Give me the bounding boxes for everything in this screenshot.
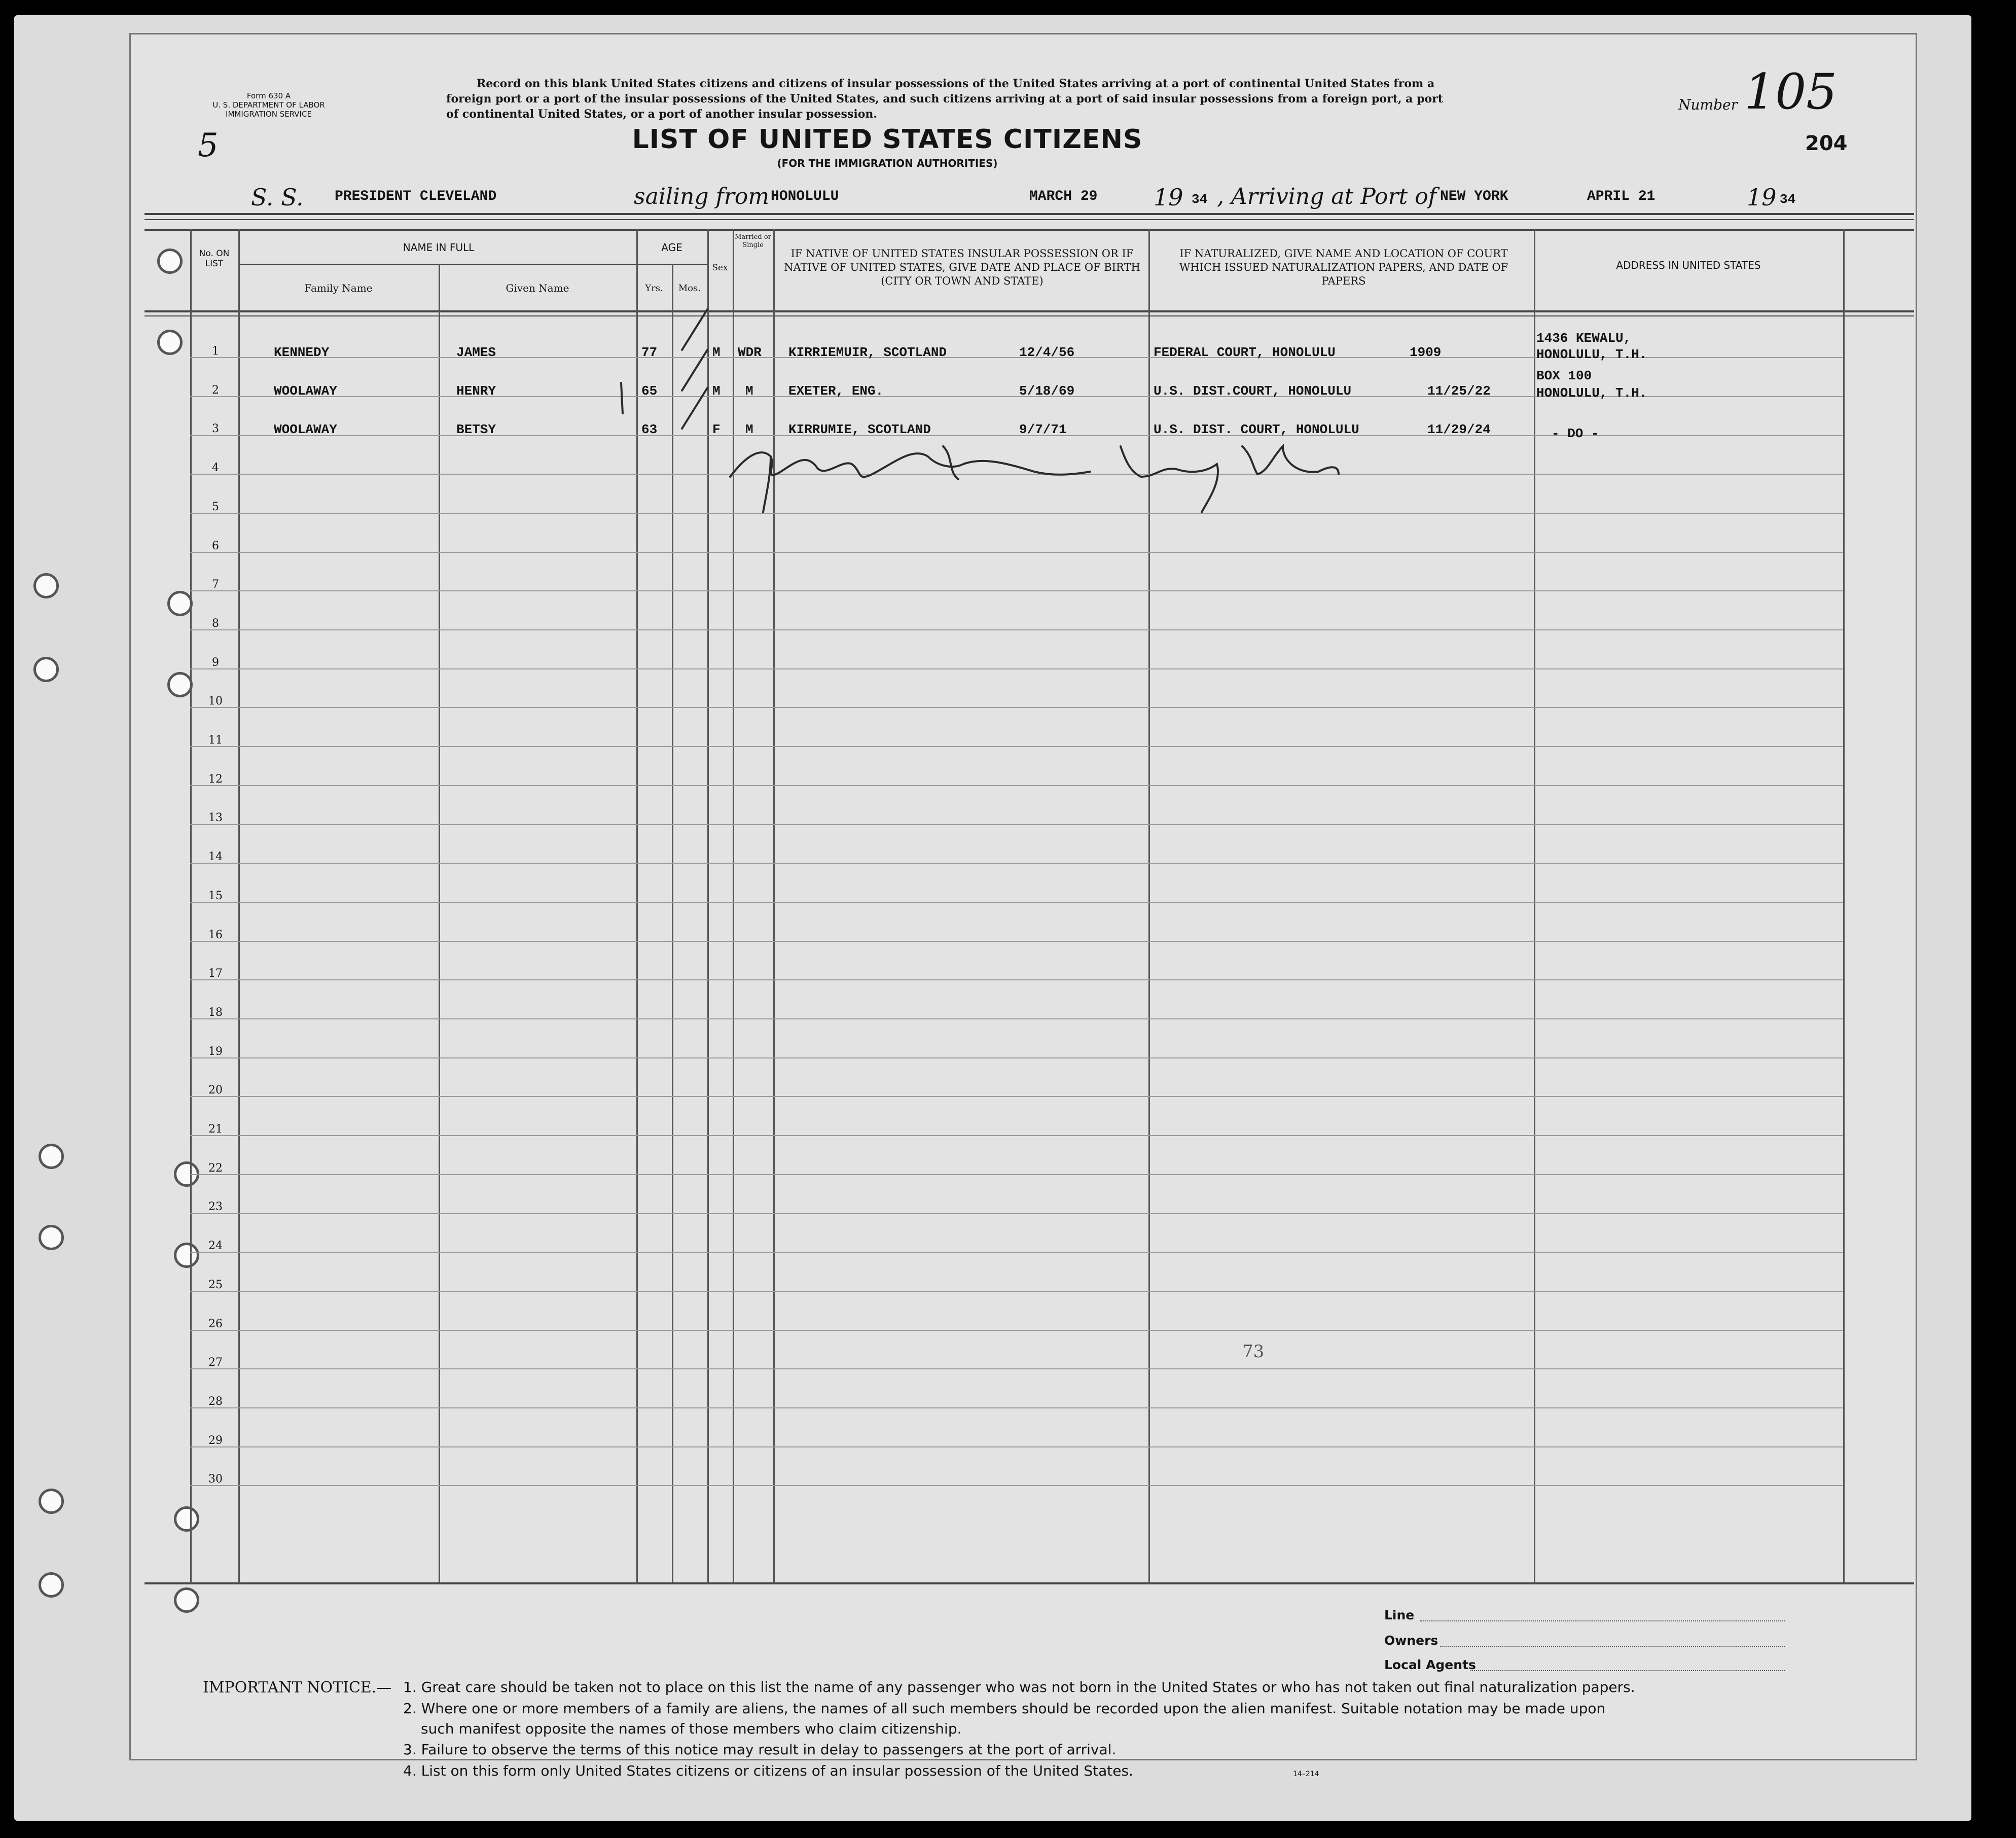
page-number: 204: [1805, 132, 1848, 155]
ss-label: S. S.: [251, 184, 304, 211]
entry-marital: M: [745, 422, 753, 437]
entry-birthdate: 12/4/56: [1019, 345, 1075, 360]
arriving-label: , Arriving at Port of: [1217, 184, 1436, 209]
entry-given-name: HENRY: [456, 383, 496, 399]
row-number: 11: [208, 734, 223, 747]
entry-marital: WDR: [738, 345, 762, 360]
header-naturalized: IF NATURALIZED, GIVE NAME AND LOCATION OF COURT WHICH ISSUED NATURALIZATION PAPERS, AND DATE OF PAPERS: [1179, 248, 1508, 287]
header-given-name: Given Name: [506, 282, 569, 294]
entry-birthdate: 9/7/71: [1019, 422, 1067, 437]
form-id-department: U. S. DEPARTMENT OF LABOR: [212, 100, 325, 110]
notice-item-1: 1. Great care should be taken not to place on this list the name of any passenger who was not born in the United States or who has not taken out final naturalization papers.: [403, 1679, 1635, 1695]
entry-birthplace: EXETER, ENG.: [788, 383, 884, 399]
entry-court: U.S. DIST.COURT, HONOLULU: [1154, 383, 1352, 399]
entry-address-line2: HONOLULU, T.H.: [1536, 385, 1647, 401]
ship-name: PRESIDENT CLEVELAND: [335, 189, 497, 204]
arrival-year: 34: [1780, 192, 1796, 207]
entry-age-years: 63: [641, 422, 658, 437]
owners-label: Owners: [1384, 1633, 1438, 1648]
row-number: 21: [208, 1123, 223, 1136]
entry-sex: M: [712, 383, 721, 399]
entry-address-line1: - DO -: [1552, 426, 1599, 441]
notice-item-4: 4. List on this form only United States citizens or citizens of an insular possession of the United States.: [403, 1762, 1133, 1779]
entry-court-date: 11/29/24: [1427, 422, 1491, 437]
signature-scrawl: [1121, 446, 1218, 512]
row-number: 19: [208, 1045, 223, 1058]
instruction-line: Record on this blank United States citizens and citizens of insular possessions of the United States arriving at a port of continental United States from a: [477, 77, 1435, 90]
entry-age-years: 77: [641, 345, 658, 360]
sailing-label: sailing from: [634, 184, 770, 209]
number-label: Number: [1678, 96, 1738, 113]
departure-year-prefix: 19: [1154, 184, 1183, 211]
tick-mark: [682, 388, 707, 429]
entry-marital: M: [745, 383, 753, 399]
tick-mark: [682, 309, 707, 350]
form-id-service: IMMIGRATION SERVICE: [226, 110, 312, 119]
owners-blank: [1440, 1646, 1785, 1647]
signature-scrawl: [730, 452, 1090, 477]
entry-family-name: WOOLAWAY: [274, 383, 337, 399]
entry-birthplace: KIRRUMIE, SCOTLAND: [788, 422, 931, 437]
row-number: 30: [208, 1473, 223, 1486]
header-address: ADDRESS IN UNITED STATES: [1616, 259, 1761, 271]
row-number: 29: [208, 1434, 223, 1447]
print-code: 14–214: [1293, 1770, 1319, 1778]
row-number: 9: [212, 656, 219, 669]
notice-item-2-cont: such manifest opposite the names of those members who claim citizenship.: [421, 1720, 962, 1737]
row-number: 28: [208, 1395, 223, 1408]
header-no-on-list: No. ON LIST: [199, 249, 230, 269]
row-number: 25: [208, 1279, 223, 1291]
number-value: 105: [1744, 63, 1838, 120]
instruction-line: of continental United States, or a port of another insular possession.: [446, 108, 878, 121]
row-number: 18: [208, 1006, 223, 1019]
signature-scrawl: [763, 456, 771, 512]
row-number: 5: [212, 501, 219, 513]
entry-birthplace: KIRRIEMUIR, SCOTLAND: [788, 345, 947, 360]
row-number: 14: [208, 851, 223, 863]
departure-year: 34: [1192, 192, 1208, 207]
signature-scrawl: [943, 446, 958, 479]
row-number: 12: [208, 773, 223, 786]
header-married-single: Married or Single: [735, 233, 771, 249]
entry-sex: M: [712, 345, 721, 360]
arrival-year-prefix: 19: [1747, 184, 1777, 211]
row-number: 17: [208, 967, 223, 980]
row-number: 23: [208, 1200, 223, 1213]
entry-family-name: KENNEDY: [274, 345, 330, 360]
entry-court: U.S. DIST. COURT, HONOLULU: [1154, 422, 1359, 437]
row-number: 22: [208, 1162, 223, 1175]
row-number: 26: [208, 1318, 223, 1330]
entry-family-name: WOOLAWAY: [274, 422, 337, 437]
row-number: 4: [212, 462, 219, 474]
entry-age-years: 65: [641, 383, 658, 399]
page-title: LIST OF UNITED STATES CITIZENS: [632, 124, 1143, 155]
arrival-port: NEW YORK: [1440, 189, 1508, 204]
row-number: 20: [208, 1084, 223, 1097]
entry-sex: F: [712, 422, 721, 437]
entry-address-line2: HONOLULU, T.H.: [1536, 347, 1647, 362]
signature-scrawl: [1242, 446, 1339, 474]
row-number: 16: [208, 929, 223, 941]
line-label: Line: [1384, 1608, 1415, 1622]
row-number: 7: [212, 578, 219, 591]
entry-court-date: 11/25/22: [1427, 383, 1491, 399]
arrival-date: APRIL 21: [1587, 189, 1655, 204]
entry-given-name: JAMES: [456, 345, 496, 360]
entry-given-name: BETSY: [456, 422, 496, 437]
entry-address-line1: BOX 100: [1536, 368, 1592, 383]
entry-court-date: 1909: [1410, 345, 1442, 360]
row-number: 10: [208, 695, 223, 708]
stamp-number: 73: [1242, 1341, 1265, 1362]
page-subtitle: (FOR THE IMMIGRATION AUTHORITIES): [777, 157, 998, 169]
row-number: 24: [208, 1240, 223, 1252]
row-number: 6: [212, 540, 219, 552]
notice-item-2: 2. Where one or more members of a family are aliens, the names of all such members should be recorded upon the alien manifest. Suitable notation may be made upon: [403, 1700, 1606, 1717]
header-name-in-full: NAME IN FULL: [403, 241, 475, 254]
row-number: 2: [212, 384, 219, 397]
row-number: 1: [212, 345, 219, 358]
header-sex: Sex: [712, 263, 728, 273]
header-mos: Mos.: [678, 283, 701, 294]
instruction-line: foreign port or a port of the insular possessions of the United States, and such citizens arriving at a port of said insular possessions from a foreign port, a port: [446, 92, 1443, 105]
form-id-number: Form 630 A: [246, 91, 291, 100]
tick-mark: [621, 383, 623, 413]
header-birth: IF NATIVE OF UNITED STATES INSULAR POSSESSION OR IF NATIVE OF UNITED STATES, GIVE DATE AND PLACE OF BIRTH (CITY OR TOWN AND STATE): [784, 248, 1140, 287]
local-agents-blank: [1470, 1670, 1785, 1672]
tick-mark: [682, 350, 707, 391]
departure-date: MARCH 29: [1029, 189, 1098, 204]
row-number: 3: [212, 422, 219, 435]
notice-item-3: 3. Failure to observe the terms of this notice may result in delay to passengers at the port of arrival.: [403, 1741, 1117, 1758]
local-agents-label: Local Agents: [1384, 1657, 1476, 1672]
row-number: 13: [208, 811, 223, 824]
entry-birthdate: 5/18/69: [1019, 383, 1075, 399]
entry-address-line1: 1436 KEWALU,: [1536, 331, 1632, 346]
row-number: 8: [212, 617, 219, 630]
departure-port: HONOLULU: [771, 189, 839, 204]
row-number: 15: [208, 890, 223, 902]
header-yrs: Yrs.: [645, 283, 663, 294]
header-age: AGE: [661, 241, 682, 254]
entry-court: FEDERAL COURT, HONOLULU: [1154, 345, 1336, 360]
row-number: 27: [208, 1356, 223, 1369]
margin-mark: 5: [198, 127, 219, 164]
header-family-name: Family Name: [304, 282, 373, 294]
line-blank: [1420, 1620, 1785, 1622]
notice-heading: IMPORTANT NOTICE.—: [203, 1679, 392, 1696]
